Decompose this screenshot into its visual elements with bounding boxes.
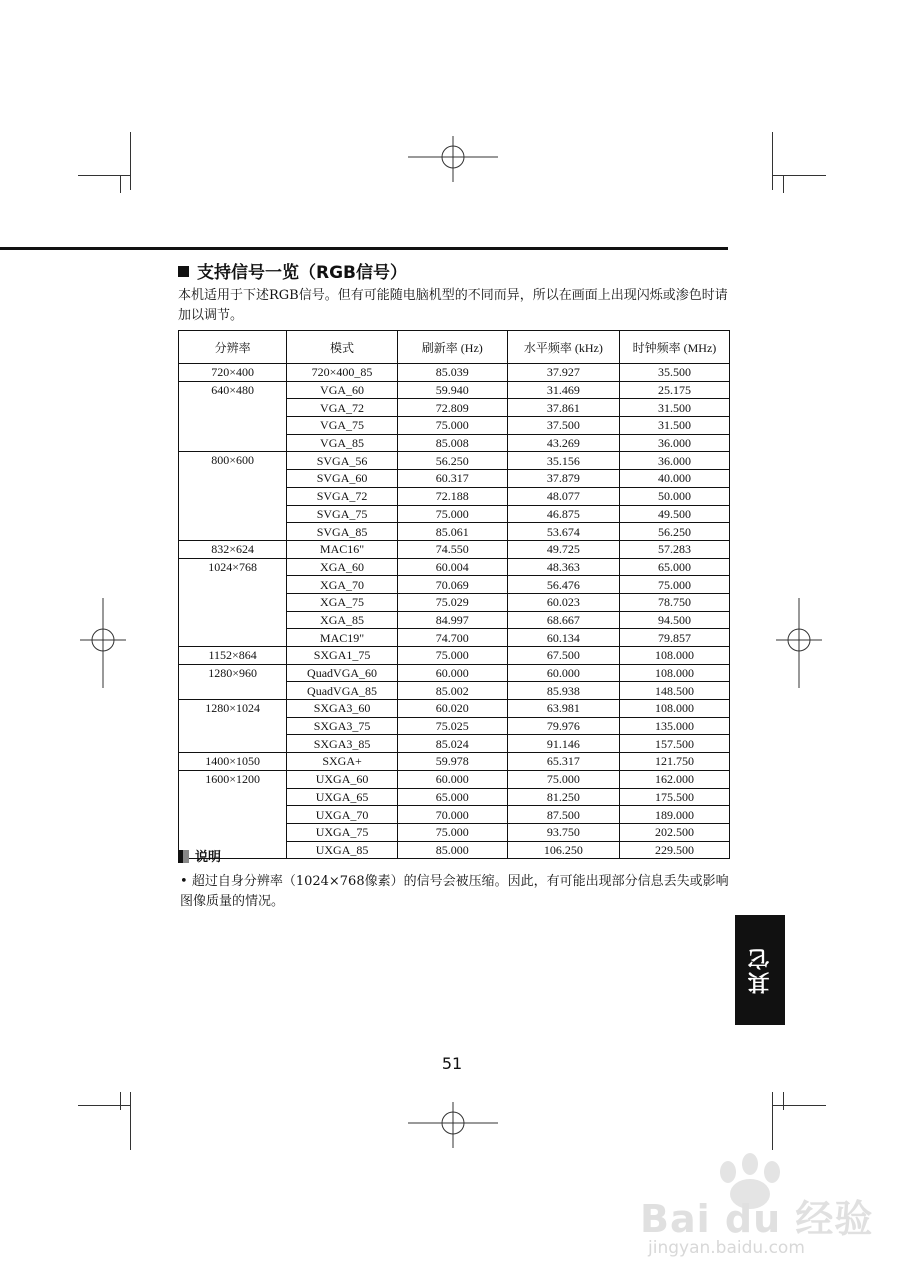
cell-refresh: 75.000 bbox=[397, 505, 507, 523]
cell-mode: SXGA1_75 bbox=[287, 647, 397, 665]
cell-mode: VGA_75 bbox=[287, 417, 397, 435]
cell-resolution: 720×400 bbox=[179, 364, 287, 382]
cell-clock: 229.500 bbox=[619, 841, 729, 859]
cell-clock: 40.000 bbox=[619, 470, 729, 488]
cell-hfreq: 43.269 bbox=[507, 434, 619, 452]
cell-hfreq: 106.250 bbox=[507, 841, 619, 859]
cell-mode: SXGA3_75 bbox=[287, 717, 397, 735]
cell-mode: SXGA3_85 bbox=[287, 735, 397, 753]
cell-hfreq: 48.077 bbox=[507, 487, 619, 505]
square-bullet-icon bbox=[178, 266, 189, 277]
cell-refresh: 70.000 bbox=[397, 806, 507, 824]
cell-clock: 135.000 bbox=[619, 717, 729, 735]
cell-refresh: 60.020 bbox=[397, 700, 507, 718]
baidu-watermark bbox=[620, 1150, 890, 1260]
cell-mode: UXGA_65 bbox=[287, 788, 397, 806]
intro-paragraph: 本机适用于下述RGB信号。但有可能随电脑机型的不同而异，所以在画面上出现闪烁或渗色时请加以调节。 bbox=[178, 288, 728, 323]
cell-resolution: 832×624 bbox=[179, 540, 287, 558]
cell-clock: 36.000 bbox=[619, 434, 729, 452]
table-row bbox=[179, 381, 730, 399]
note-heading bbox=[178, 846, 221, 865]
cell-hfreq: 79.976 bbox=[507, 717, 619, 735]
cell-clock: 49.500 bbox=[619, 505, 729, 523]
cell-hfreq: 49.725 bbox=[507, 540, 619, 558]
cell-hfreq: 56.476 bbox=[507, 576, 619, 594]
cell-hfreq: 91.146 bbox=[507, 735, 619, 753]
bullet: • bbox=[180, 874, 188, 889]
cell-refresh: 60.000 bbox=[397, 664, 507, 682]
cell-hfreq: 37.927 bbox=[507, 364, 619, 382]
cell-clock: 78.750 bbox=[619, 593, 729, 611]
cell-hfreq: 37.861 bbox=[507, 399, 619, 417]
table-row bbox=[179, 540, 730, 558]
cell-refresh: 75.000 bbox=[397, 823, 507, 841]
cell-resolution: 1152×864 bbox=[179, 647, 287, 665]
cell-clock: 65.000 bbox=[619, 558, 729, 576]
cell-refresh: 85.039 bbox=[397, 364, 507, 382]
cell-mode: UXGA_60 bbox=[287, 770, 397, 788]
cell-hfreq: 67.500 bbox=[507, 647, 619, 665]
cell-resolution: 640×480 bbox=[179, 381, 287, 452]
cell-mode: XGA_75 bbox=[287, 593, 397, 611]
table-row bbox=[179, 452, 730, 470]
cell-refresh: 85.002 bbox=[397, 682, 507, 700]
cell-refresh: 59.978 bbox=[397, 753, 507, 771]
cell-clock: 162.000 bbox=[619, 770, 729, 788]
cell-hfreq: 93.750 bbox=[507, 823, 619, 841]
cell-mode: SVGA_85 bbox=[287, 523, 397, 541]
note-icon bbox=[178, 850, 189, 863]
registration-mark-bottom bbox=[408, 1102, 498, 1148]
cell-mode: VGA_85 bbox=[287, 434, 397, 452]
cell-mode: SVGA_56 bbox=[287, 452, 397, 470]
cell-hfreq: 60.023 bbox=[507, 593, 619, 611]
cell-mode: XGA_85 bbox=[287, 611, 397, 629]
cell-mode: MAC16" bbox=[287, 540, 397, 558]
cell-hfreq: 37.879 bbox=[507, 470, 619, 488]
cell-refresh: 75.000 bbox=[397, 417, 507, 435]
cell-clock: 31.500 bbox=[619, 417, 729, 435]
cell-clock: 148.500 bbox=[619, 682, 729, 700]
note-text: 超过自身分辨率（1024×768像素）的信号会被压缩。因此，有可能出现部分信息丢失或影响图像质量的情况。 bbox=[180, 874, 729, 909]
col-header-clock: 时钟频率 (MHz) bbox=[619, 331, 729, 364]
cell-refresh: 65.000 bbox=[397, 788, 507, 806]
cell-clock: 175.500 bbox=[619, 788, 729, 806]
cell-refresh: 75.029 bbox=[397, 593, 507, 611]
cell-hfreq: 81.250 bbox=[507, 788, 619, 806]
watermark-url: jingyan.baidu.com bbox=[648, 1238, 805, 1258]
cell-clock: 108.000 bbox=[619, 647, 729, 665]
side-tab bbox=[735, 915, 785, 1025]
cell-refresh: 75.025 bbox=[397, 717, 507, 735]
cell-hfreq: 48.363 bbox=[507, 558, 619, 576]
cell-resolution: 1600×1200 bbox=[179, 770, 287, 858]
table-row bbox=[179, 364, 730, 382]
cell-resolution: 1280×1024 bbox=[179, 700, 287, 753]
cell-mode: QuadVGA_60 bbox=[287, 664, 397, 682]
side-tab-label: 其它 bbox=[747, 946, 773, 994]
cell-mode: SVGA_60 bbox=[287, 470, 397, 488]
cell-resolution: 800×600 bbox=[179, 452, 287, 540]
table-row bbox=[179, 770, 730, 788]
cell-mode: SVGA_75 bbox=[287, 505, 397, 523]
registration-mark-left bbox=[80, 598, 126, 688]
cell-refresh: 60.004 bbox=[397, 558, 507, 576]
cell-clock: 35.500 bbox=[619, 364, 729, 382]
cell-refresh: 72.809 bbox=[397, 399, 507, 417]
table-row bbox=[179, 753, 730, 771]
cell-mode: MAC19" bbox=[287, 629, 397, 647]
table-row bbox=[179, 664, 730, 682]
cell-clock: 25.175 bbox=[619, 381, 729, 399]
cell-mode: 720×400_85 bbox=[287, 364, 397, 382]
cell-hfreq: 87.500 bbox=[507, 806, 619, 824]
cell-mode: VGA_60 bbox=[287, 381, 397, 399]
note-heading-text: 说明 bbox=[195, 850, 222, 865]
cell-clock: 36.000 bbox=[619, 452, 729, 470]
cell-refresh: 74.700 bbox=[397, 629, 507, 647]
cell-clock: 121.750 bbox=[619, 753, 729, 771]
col-header-resolution: 分辨率 bbox=[179, 331, 287, 364]
cell-mode: SXGA+ bbox=[287, 753, 397, 771]
page-number: 51 bbox=[441, 1054, 463, 1073]
cell-resolution: 1024×768 bbox=[179, 558, 287, 646]
cell-clock: 57.283 bbox=[619, 540, 729, 558]
table-header-row bbox=[179, 331, 730, 364]
signal-table bbox=[178, 330, 730, 859]
table-body bbox=[179, 364, 730, 859]
cell-refresh: 85.024 bbox=[397, 735, 507, 753]
cell-mode: QuadVGA_85 bbox=[287, 682, 397, 700]
cell-hfreq: 31.469 bbox=[507, 381, 619, 399]
cell-refresh: 75.000 bbox=[397, 647, 507, 665]
cell-hfreq: 35.156 bbox=[507, 452, 619, 470]
cell-clock: 94.500 bbox=[619, 611, 729, 629]
note-item bbox=[180, 872, 740, 912]
cell-clock: 108.000 bbox=[619, 664, 729, 682]
cell-refresh: 72.188 bbox=[397, 487, 507, 505]
cell-clock: 202.500 bbox=[619, 823, 729, 841]
cell-refresh: 85.000 bbox=[397, 841, 507, 859]
cell-mode: XGA_60 bbox=[287, 558, 397, 576]
cell-hfreq: 60.134 bbox=[507, 629, 619, 647]
registration-mark-top bbox=[408, 136, 498, 182]
cell-hfreq: 53.674 bbox=[507, 523, 619, 541]
cell-refresh: 59.940 bbox=[397, 381, 507, 399]
cell-refresh: 60.000 bbox=[397, 770, 507, 788]
cell-hfreq: 63.981 bbox=[507, 700, 619, 718]
cell-refresh: 84.997 bbox=[397, 611, 507, 629]
cell-clock: 56.250 bbox=[619, 523, 729, 541]
cell-refresh: 70.069 bbox=[397, 576, 507, 594]
table-row bbox=[179, 647, 730, 665]
page-title bbox=[178, 258, 407, 283]
cell-refresh: 56.250 bbox=[397, 452, 507, 470]
registration-mark-right bbox=[776, 598, 822, 688]
cell-clock: 31.500 bbox=[619, 399, 729, 417]
cell-refresh: 85.008 bbox=[397, 434, 507, 452]
cell-clock: 75.000 bbox=[619, 576, 729, 594]
cell-hfreq: 60.000 bbox=[507, 664, 619, 682]
cell-hfreq: 46.875 bbox=[507, 505, 619, 523]
cell-mode: SVGA_72 bbox=[287, 487, 397, 505]
table-row bbox=[179, 558, 730, 576]
cell-mode: SXGA3_60 bbox=[287, 700, 397, 718]
col-header-mode: 模式 bbox=[287, 331, 397, 364]
cell-refresh: 85.061 bbox=[397, 523, 507, 541]
cell-resolution: 1280×960 bbox=[179, 664, 287, 699]
cell-clock: 157.500 bbox=[619, 735, 729, 753]
table-row bbox=[179, 700, 730, 718]
cell-hfreq: 85.938 bbox=[507, 682, 619, 700]
cell-resolution: 1400×1050 bbox=[179, 753, 287, 771]
cell-clock: 108.000 bbox=[619, 700, 729, 718]
cell-mode: UXGA_70 bbox=[287, 806, 397, 824]
cell-mode: UXGA_75 bbox=[287, 823, 397, 841]
header-rule bbox=[0, 247, 728, 250]
cell-mode: XGA_70 bbox=[287, 576, 397, 594]
title-text: 支持信号一览（RGB信号） bbox=[197, 263, 408, 283]
cell-mode: VGA_72 bbox=[287, 399, 397, 417]
cell-clock: 50.000 bbox=[619, 487, 729, 505]
cell-mode: UXGA_85 bbox=[287, 841, 397, 859]
cell-hfreq: 65.317 bbox=[507, 753, 619, 771]
cell-clock: 189.000 bbox=[619, 806, 729, 824]
cell-hfreq: 37.500 bbox=[507, 417, 619, 435]
col-header-hfreq: 水平频率 (kHz) bbox=[507, 331, 619, 364]
col-header-refresh: 刷新率 (Hz) bbox=[397, 331, 507, 364]
cell-hfreq: 75.000 bbox=[507, 770, 619, 788]
cell-refresh: 60.317 bbox=[397, 470, 507, 488]
cell-clock: 79.857 bbox=[619, 629, 729, 647]
cell-refresh: 74.550 bbox=[397, 540, 507, 558]
watermark-brand: Bai du 经验 bbox=[640, 1197, 874, 1241]
cell-hfreq: 68.667 bbox=[507, 611, 619, 629]
